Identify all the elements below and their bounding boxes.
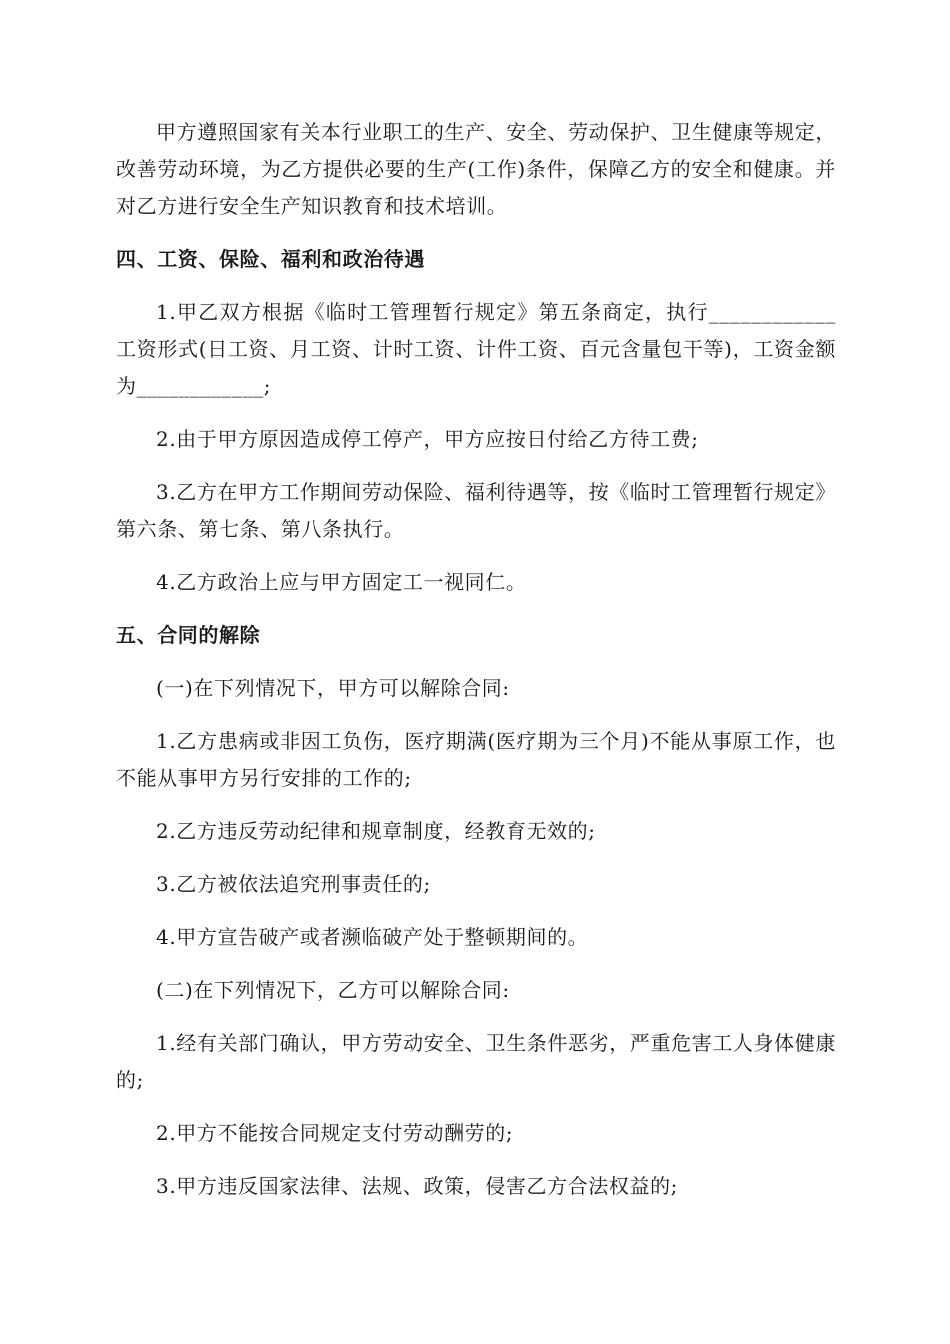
clause-4-1: 1.甲乙双方根据《临时工管理暂行规定》第五条商定，执行____________工资形式(日工资、月工资、计时工资、计件工资、百元含量包干等)，工资金额为____________; (116, 300, 836, 398)
clause-5-a-4: 4.甲方宣告破产或者濒临破产处于整顿期间的。 (156, 925, 589, 949)
subsection-5-a: (一)在下列情况下，甲方可以解除合同: (156, 676, 510, 700)
clause-5-a-1: 1.乙方患病或非因工负伤，医疗期满(医疗期为三个月)不能从事原工作，也不能从事甲方另行安排的工作的; (116, 729, 836, 790)
clause-5-b-3: 3.甲方违反国家法律、法规、政策，侵害乙方合法权益的; (156, 1174, 679, 1198)
section-heading-5: 五、合同的解除 (116, 623, 261, 647)
clause-5-b-2: 2.甲方不能按合同规定支付劳动酬劳的; (156, 1121, 514, 1145)
section-heading-4: 四、工资、保险、福利和政治待遇 (116, 247, 425, 271)
clause-4-3: 3.乙方在甲方工作期间劳动保险、福利待遇等，按《临时工管理暂行规定》第六条、第七条、第八条执行。 (116, 480, 836, 541)
clause-4-4: 4.乙方政治上应与甲方固定工一视同仁。 (156, 570, 527, 594)
clause-5-a-3: 3.乙方被依法追究刑事责任的; (156, 872, 431, 896)
paragraph-safety: 甲方遵照国家有关本行业职工的生产、安全、劳动保护、卫生健康等规定，改善劳动环境，为乙方提供必要的生产(工作)条件，保障乙方的安全和健康。并对乙方进行安全生产知识教育和技术培训。 (116, 120, 836, 218)
clause-5-b-1: 1.经有关部门确认，甲方劳动安全、卫生条件恶劣，严重危害工人身体健康的; (116, 1031, 836, 1092)
document-body (116, 114, 836, 1205)
clause-4-2: 2.由于甲方原因造成停工停产，甲方应按日付给乙方待工费; (156, 427, 699, 451)
subsection-5-b: (二)在下列情况下，乙方可以解除合同: (156, 978, 510, 1002)
clause-5-a-2: 2.乙方违反劳动纪律和规章制度，经教育无效的; (156, 819, 596, 843)
